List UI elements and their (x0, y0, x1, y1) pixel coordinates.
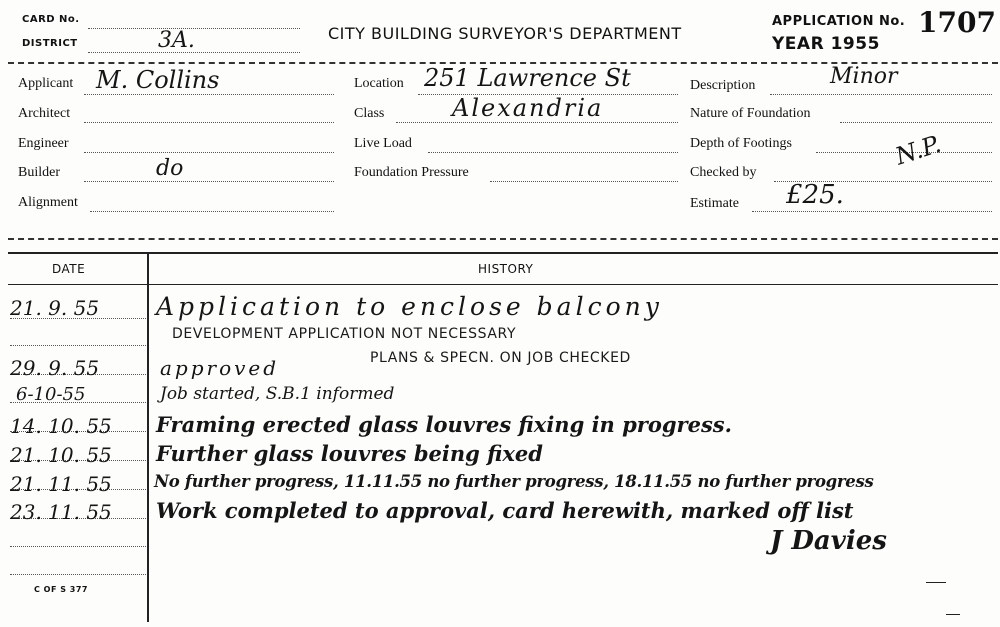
tick-mark (946, 614, 960, 615)
history-date: 14. 10. 55 (10, 414, 112, 438)
checked-by-label: Checked by (690, 165, 757, 180)
nature-of-foundation-label: Nature of Foundation (690, 106, 811, 121)
foundation-pressure-label: Foundation Pressure (354, 165, 469, 180)
date-row-line (10, 574, 146, 575)
form-code: C OF S 377 (34, 585, 88, 594)
description-line (770, 94, 992, 95)
history-entry: Work completed to approval, card herewith, marked off list (156, 498, 854, 523)
history-date: 21. 11. 55 (10, 472, 112, 496)
alignment-label: Alignment (18, 195, 78, 210)
history-date: 21. 10. 55 (10, 443, 112, 467)
application-number: 1707 (918, 6, 996, 39)
builder-line (84, 181, 334, 182)
department-title: CITY BUILDING SURVEYOR'S DEPARTMENT (328, 24, 682, 43)
history-column-divider (147, 252, 149, 622)
development-stamp: DEVELOPMENT APPLICATION NOT NECESSARY (172, 326, 517, 342)
year-label: YEAR 1955 (772, 34, 880, 54)
history-entry: Framing erected glass louvres fixing in progress. (156, 412, 732, 437)
history-header-rule (8, 284, 998, 285)
plans-checked-stamp: PLANS & SPECN. ON JOB CHECKED (370, 350, 631, 366)
checked-by-value: N.P. (892, 129, 945, 171)
estimate-label: Estimate (690, 196, 739, 211)
builder-value: do (156, 156, 184, 181)
district-value: 3A. (158, 28, 195, 53)
alignment-line (90, 211, 334, 212)
signature: J Davies (770, 526, 887, 556)
engineer-label: Engineer (18, 136, 69, 151)
nature-of-foundation-line (840, 122, 992, 123)
builder-label: Builder (18, 165, 60, 180)
class-value: Alexandria (452, 94, 604, 122)
applicant-line (84, 94, 334, 95)
history-top-rule (8, 252, 998, 254)
application-no-label: APPLICATION No. (772, 14, 906, 29)
estimate-line (752, 211, 992, 212)
history-entry: approved (160, 356, 280, 380)
date-row-line (10, 546, 146, 547)
history-column-header: HISTORY (478, 262, 534, 276)
district-label: DISTRICT (22, 38, 78, 49)
live-load-label: Live Load (354, 136, 412, 151)
fields-divider (8, 238, 998, 240)
description-value: Minor (830, 64, 898, 89)
class-line (396, 122, 678, 123)
history-entry: Job started, S.B.1 informed (160, 384, 395, 404)
date-column-header: DATE (52, 262, 86, 276)
architect-label: Architect (18, 106, 71, 121)
history-date: 21. 9. 55 (10, 296, 100, 320)
class-label: Class (354, 106, 385, 121)
tick-mark (926, 582, 946, 583)
history-entry: Further glass louvres being fixed (156, 441, 543, 466)
history-date: 29. 9. 55 (10, 356, 100, 380)
card-no-label: CARD No. (22, 14, 80, 25)
live-load-line (428, 152, 678, 153)
applicant-label: Applicant (18, 76, 74, 91)
history-date: 6-10-55 (16, 384, 86, 405)
location-value: 251 Lawrence St (424, 64, 631, 92)
date-row-line (10, 345, 146, 346)
applicant-value: M. Collins (96, 66, 220, 94)
foundation-pressure-line (490, 181, 678, 182)
engineer-line (84, 152, 334, 153)
description-label: Description (690, 78, 756, 93)
depth-of-footings-label: Depth of Footings (690, 136, 792, 151)
estimate-value: £25. (786, 180, 844, 210)
history-entry: Application to enclose balcony (156, 292, 663, 321)
location-label: Location (354, 76, 404, 91)
history-date: 23. 11. 55 (10, 500, 112, 524)
architect-line (84, 122, 334, 123)
history-entry: No further progress, 11.11.55 no further progress, 18.11.55 no further progress (154, 472, 874, 491)
